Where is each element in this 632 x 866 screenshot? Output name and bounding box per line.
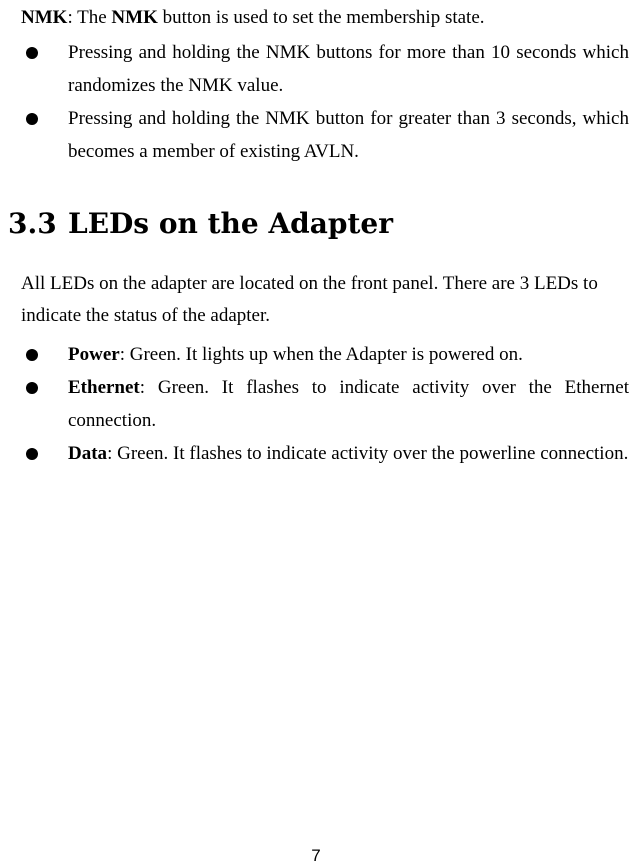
nmk-bullet-text: Pressing and holding the NMK buttons for more than 10 seconds which randomizes the NMK value. xyxy=(68,42,629,96)
led-desc-power: : Green. It lights up when the Adapter is powered on. xyxy=(119,344,523,365)
nmk-description xyxy=(21,2,621,34)
nmk-bullet-text: Pressing and holding the NMK button for greater than 3 seconds, which becomes a member of existing AVLN. xyxy=(68,108,629,162)
section-title: LEDs on the Adapter xyxy=(68,207,393,240)
list-item xyxy=(0,102,632,168)
led-desc-ethernet: : Green. It flashes to indicate activity over the Ethernet connection. xyxy=(68,377,629,431)
led-term-power: Power xyxy=(68,344,120,365)
nmk-text-a: : The xyxy=(67,7,112,28)
section-heading xyxy=(8,204,393,244)
nmk-term-2: NMK xyxy=(111,7,158,28)
section-number: 3.3 xyxy=(8,207,57,240)
led-term-data: Data xyxy=(68,443,108,464)
bullet-icon xyxy=(26,448,38,460)
bullet-icon xyxy=(26,349,38,361)
list-item xyxy=(0,371,632,437)
bullet-icon xyxy=(26,113,38,125)
list-item xyxy=(0,437,632,470)
led-desc-data: : Green. It flashes to indicate activity over the powerline connection. xyxy=(107,443,629,464)
led-bullet-list xyxy=(0,338,632,470)
page-number: 7 xyxy=(311,846,321,865)
led-term-ethernet: Ethernet xyxy=(68,377,140,398)
leds-intro-paragraph: All LEDs on the adapter are located on the front panel. There are 3 LEDs to indicate the status of the adapter. xyxy=(21,273,598,326)
nmk-term: NMK xyxy=(21,7,68,28)
bullet-icon xyxy=(26,382,38,394)
nmk-bullet-list xyxy=(0,36,632,168)
list-item xyxy=(0,36,632,102)
bullet-icon xyxy=(26,47,38,59)
list-item xyxy=(0,338,632,371)
nmk-text-b: button is used to set the membership state. xyxy=(157,7,485,28)
